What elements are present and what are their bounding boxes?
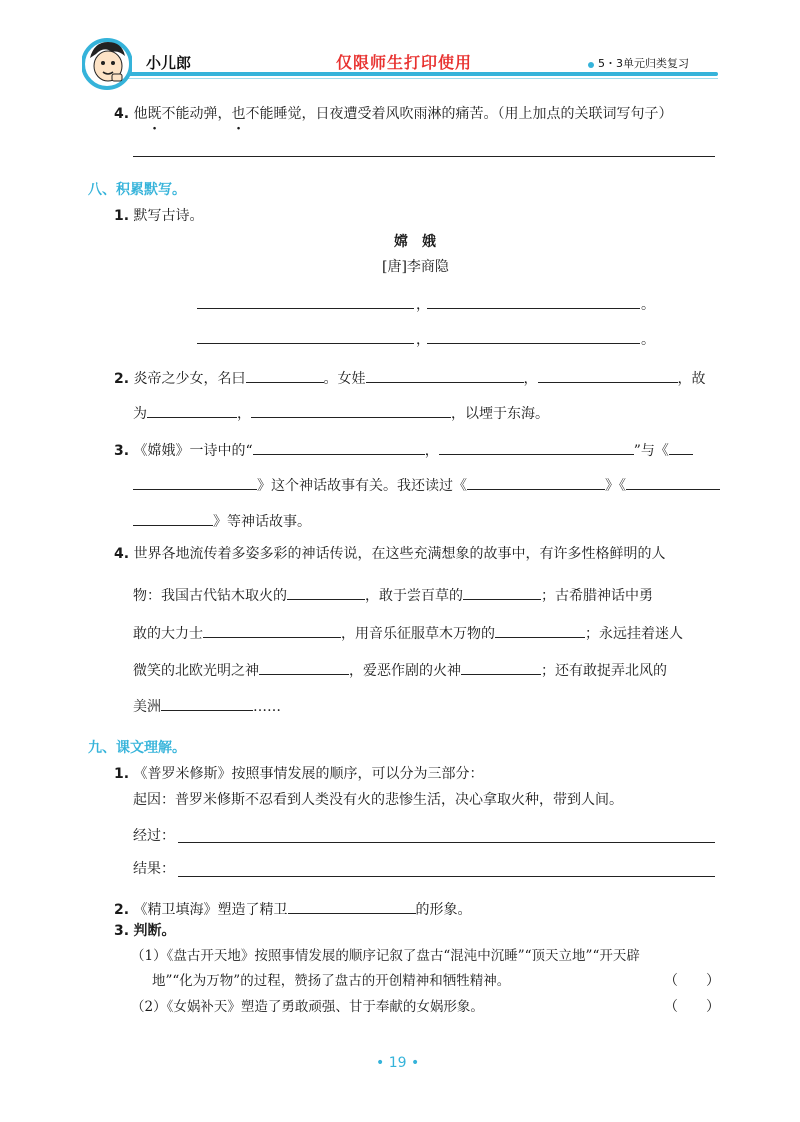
section-9-title: 九、课文理解。 — [88, 740, 186, 756]
question-number: 2. — [114, 902, 130, 918]
s9-q1 — [114, 763, 484, 785]
q-text: 》等神话故事。 — [213, 514, 311, 530]
page-number: • 19 • — [376, 1055, 420, 1071]
q-text: ， — [424, 443, 439, 459]
answer-blank[interactable] — [147, 399, 237, 418]
q-text: ”与《 — [633, 443, 669, 459]
q-text: ，敢于尝百草的 — [365, 588, 463, 604]
q-text: ，故 — [677, 371, 706, 387]
poem-line-1a[interactable] — [197, 308, 414, 309]
poem-author: [唐]李商隐 — [382, 259, 449, 275]
answer-line[interactable] — [133, 156, 715, 157]
q-text: …… — [253, 699, 281, 715]
s9-q1-cause: 起因：普罗米修斯不忍看到人类没有火的悲惨生活，决心拿取火种，带到人间。 — [133, 792, 623, 808]
answer-blank[interactable] — [133, 471, 257, 490]
q-text: 物：我国古代钻木取火的 — [133, 588, 287, 604]
answer-blank[interactable] — [366, 364, 524, 383]
q-text: 判断。 — [133, 923, 176, 939]
question-number: 2. — [114, 371, 130, 387]
comma: ， — [416, 332, 430, 348]
dotted-word: 既 — [147, 106, 162, 122]
s8-q4-line5 — [133, 692, 281, 718]
mascot-boy-icon — [82, 36, 132, 94]
question-number: 1. — [114, 766, 130, 782]
s8-q3-line1 — [114, 436, 693, 462]
s9-q1-result-label: 结果： — [133, 861, 175, 877]
q-text: ；古希腊神话中勇 — [541, 588, 653, 604]
section-8-title: 八、积累默写。 — [88, 182, 186, 198]
q-text: 美洲 — [133, 699, 161, 715]
q-text: 不能动弹， — [161, 106, 232, 122]
judge-paren-2[interactable]: （ ） — [664, 999, 720, 1015]
q-text: 敢的大力士 — [133, 626, 203, 642]
answer-blank[interactable] — [259, 656, 349, 675]
s9-q3-item1-line2: 地”“化为万物”的过程，赞扬了盘古的开创精神和牺牲精神。 — [152, 973, 511, 989]
process-answer-line[interactable] — [178, 842, 715, 843]
poem-line-2b[interactable] — [427, 343, 640, 344]
s8-q4-line4 — [133, 656, 667, 682]
question-number: 4. — [114, 106, 130, 122]
q-text: ；永远挂着迷人 — [585, 626, 683, 642]
s8-q4-line2 — [133, 581, 653, 607]
poem-line-1b[interactable] — [427, 308, 640, 309]
question-number: 3. — [114, 923, 130, 939]
period: 。 — [641, 332, 655, 348]
answer-blank[interactable] — [439, 436, 634, 455]
period: 。 — [641, 297, 655, 313]
q-text: ；还有敢捉弄北风的 — [541, 663, 667, 679]
s8-q1 — [114, 205, 204, 227]
q-text: 》《 — [605, 478, 626, 494]
unit-dot-icon — [588, 62, 594, 68]
s8-q3-line3 — [133, 507, 311, 533]
answer-blank[interactable] — [288, 895, 416, 914]
mascot-name: 小儿郎 — [146, 54, 192, 72]
s8-q3-line2 — [133, 471, 720, 497]
s8-q2-line2 — [133, 399, 549, 425]
question-number: 3. — [114, 443, 130, 459]
question-number: 4. — [114, 546, 130, 562]
s8-q4-line3 — [133, 619, 683, 645]
q-text: 为 — [133, 406, 147, 422]
answer-blank[interactable] — [467, 471, 605, 490]
answer-blank[interactable] — [495, 619, 585, 638]
answer-blank[interactable] — [246, 364, 324, 383]
unit-label: 5・3单元归类复习 — [598, 57, 689, 70]
print-notice: 仅限师生打印使用 — [336, 53, 473, 72]
result-answer-line[interactable] — [178, 876, 715, 877]
answer-blank[interactable] — [133, 507, 213, 526]
answer-blank[interactable] — [287, 581, 365, 600]
answer-blank[interactable] — [463, 581, 541, 600]
q-text: 世界各地流传着多姿多彩的神话传说，在这些充满想象的故事中，有许多性格鲜明的人 — [133, 546, 666, 562]
q-text: 《嫦娥》一诗中的“ — [133, 443, 253, 459]
q7-4 — [114, 103, 673, 125]
q-text: ， — [523, 371, 538, 387]
question-number: 1. — [114, 208, 130, 224]
answer-blank[interactable] — [203, 619, 341, 638]
answer-blank[interactable] — [669, 436, 693, 455]
q-text: 不能睡觉，日夜遭受着风吹雨淋的痛苦。（用上加点的关联词写句子） — [245, 106, 673, 122]
header — [0, 0, 800, 90]
answer-blank[interactable] — [161, 692, 253, 711]
q-text: 》这个神话故事有关。我还读过《 — [257, 478, 467, 494]
header-bar-thin — [120, 78, 718, 79]
s8-q2-line1 — [114, 364, 706, 390]
q-text: 《精卫填海》塑造了精卫 — [133, 902, 288, 918]
answer-blank[interactable] — [253, 436, 425, 455]
q-text: 。女娃 — [323, 371, 366, 387]
q-text: 的形象。 — [415, 902, 472, 918]
q-text: 默写古诗。 — [133, 208, 204, 224]
s9-q2 — [114, 895, 472, 921]
poem-title: 嫦 娥 — [394, 234, 436, 250]
s9-q1-process-label: 经过： — [133, 828, 175, 844]
q-text: 炎帝之少女，名曰 — [133, 371, 246, 387]
q-text: ，爱恶作剧的火神 — [349, 663, 461, 679]
answer-blank[interactable] — [251, 399, 451, 418]
poem-line-2a[interactable] — [197, 343, 414, 344]
q-text: ，用音乐征服草木万物的 — [341, 626, 495, 642]
s9-q3-item2: （2）《女娲补天》塑造了勇敢顽强、甘于奉献的女娲形象。 — [131, 999, 484, 1015]
judge-paren-1[interactable]: （ ） — [664, 973, 720, 989]
answer-blank[interactable] — [461, 656, 541, 675]
q-text: 《普罗米修斯》按照事情发展的顺序，可以分为三部分： — [133, 766, 484, 782]
q-text: ， — [237, 406, 251, 422]
q-text: 他 — [133, 106, 148, 122]
answer-blank[interactable] — [626, 471, 720, 490]
comma: ， — [416, 297, 430, 313]
answer-blank[interactable] — [538, 364, 678, 383]
s8-q4-line1 — [114, 543, 666, 565]
dotted-word: 也 — [231, 106, 246, 122]
q-text: 微笑的北欧光明之神 — [133, 663, 259, 679]
s9-q3-item1-line1: （1）《盘古开天地》按照事情发展的顺序记叙了盘古“混沌中沉睡”“顶天立地”“开天辟 — [131, 948, 640, 964]
q-text: ，以堙于东海。 — [451, 406, 549, 422]
s9-q3 — [114, 920, 176, 942]
